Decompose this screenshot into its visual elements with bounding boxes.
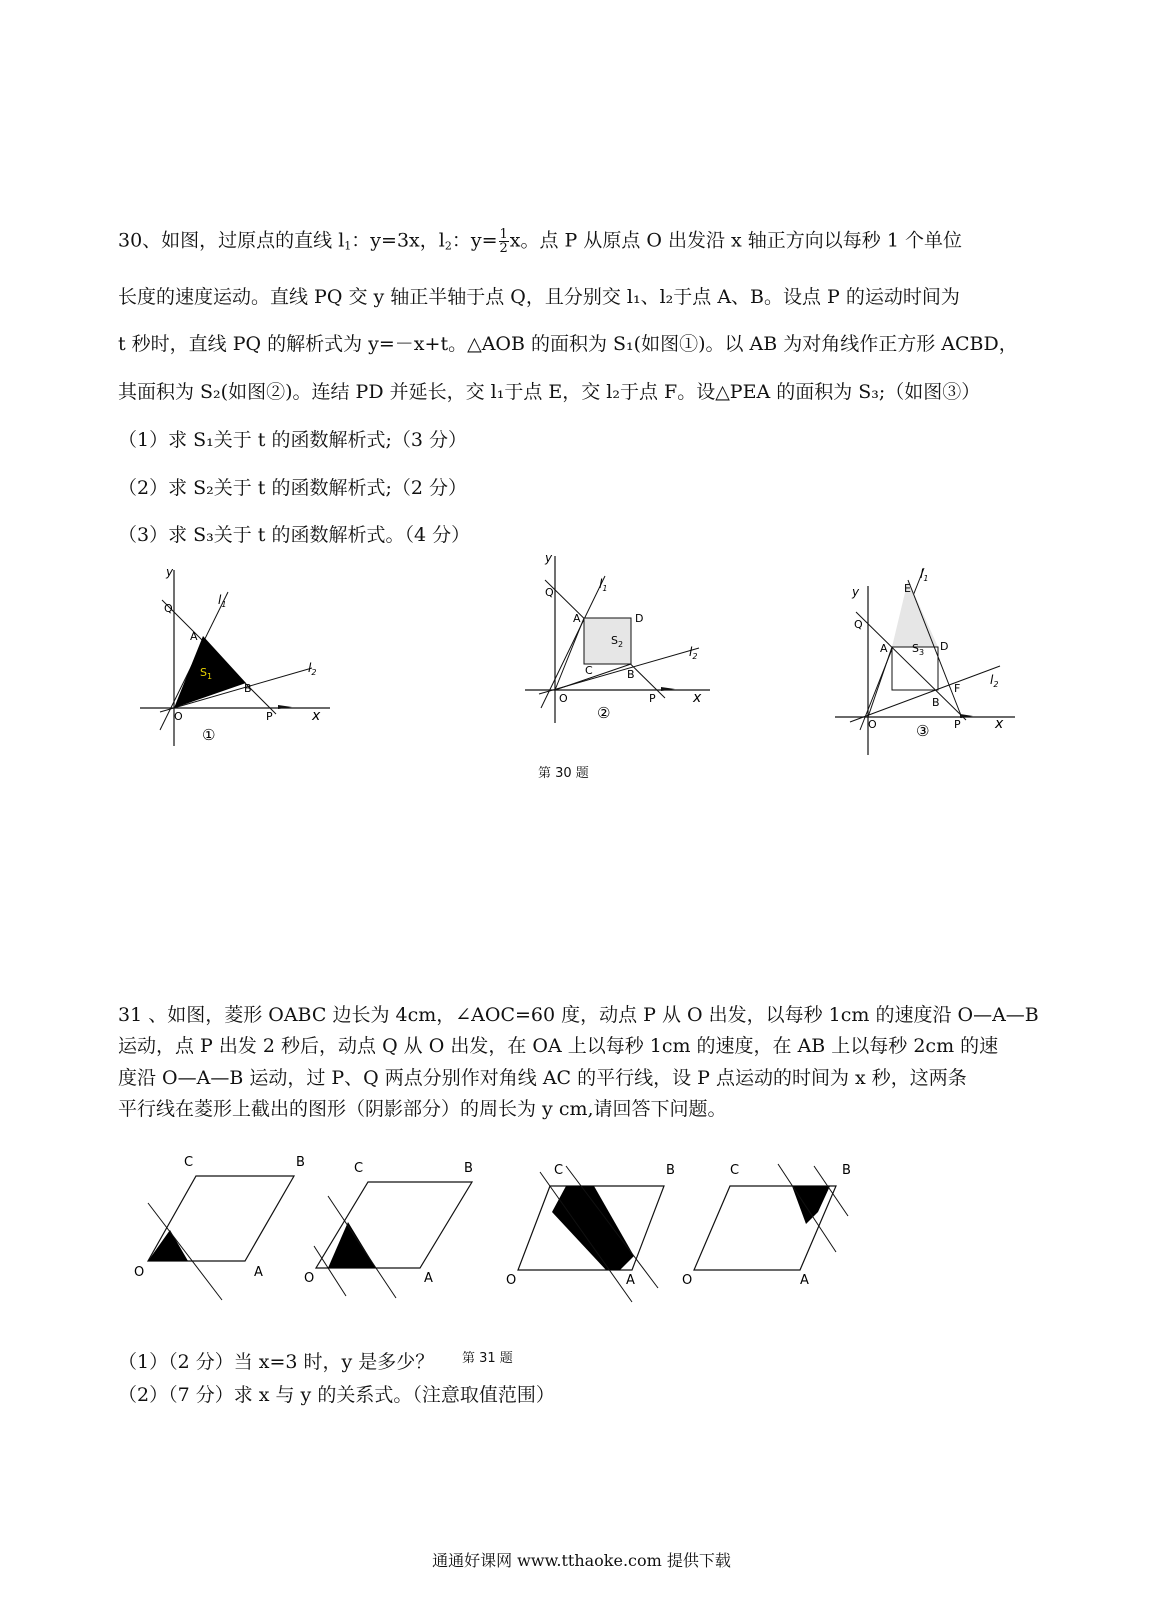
svg-text:l1: $l_1$: [599, 577, 608, 593]
svg-text:O: O: [304, 1271, 315, 1286]
svg-text:A: A: [880, 642, 888, 655]
svg-text:Q: Q: [545, 586, 554, 599]
svg-text:A: A: [254, 1265, 263, 1280]
svg-text:y: y: [166, 565, 174, 579]
svg-text:x: x: [312, 708, 321, 724]
svg-text:O: O: [506, 1273, 517, 1288]
svg-text:y: y: [545, 551, 553, 565]
svg-text:F: F: [954, 682, 961, 695]
q30-sub1: （1）求 S₁关于 t 的函数解析式;（3 分）: [118, 429, 468, 451]
svg-text:x: x: [995, 716, 1004, 732]
svg-text:B: B: [244, 682, 252, 695]
q30-line3: t 秒时，直线 PQ 的解析式为 y=－x+t。△AOB 的面积为 S₁(如图①)。以 AB 为对角线作正方形 ACBD，: [118, 333, 1018, 355]
q31-line1: 31 、如图，菱形 OABC 边长为 4cm，∠AOC=60 度，动点 P 从 O 出发，以每秒 1cm 的速度沿 O—A—B: [118, 1004, 1039, 1026]
svg-text:Q: Q: [854, 618, 863, 631]
q31-figure-3: [500, 1156, 700, 1306]
svg-text:①: ①: [202, 726, 216, 744]
svg-text:C: C: [354, 1161, 364, 1176]
svg-text:A: A: [573, 612, 581, 625]
q30-line4: 其面积为 S₂(如图②)。连结 PD 并延长，交 l₁于点 E，交 l₂于点 F。设△PEA 的面积为 S₃;（如图③）: [118, 381, 981, 403]
svg-text:P: P: [266, 710, 273, 723]
svg-text:y: y: [852, 585, 860, 599]
svg-text:D: D: [940, 640, 949, 653]
svg-text:O: O: [134, 1265, 145, 1280]
q30-sub3: （3）求 S₃关于 t 的函数解析式。（4 分）: [118, 524, 471, 546]
q30-line2: 长度的速度运动。直线 PQ 交 y 轴正半轴于点 Q，且分别交 l₁、l₂于点 A、B。设点 P 的运动时间为: [118, 286, 960, 308]
svg-text:D: D: [635, 612, 644, 625]
svg-text:l2: $l_2$: [689, 645, 698, 661]
q31-line2: 运动，点 P 出发 2 秒后，动点 Q 从 O 出发，在 OA 上以每秒 1cm 的速度，在 AB 上以每秒 2cm 的速: [118, 1035, 999, 1057]
svg-text:S2: $S_2$: [611, 634, 624, 649]
svg-text:B: B: [464, 1161, 473, 1176]
svg-text:③: ③: [916, 722, 930, 740]
svg-text:B: B: [666, 1163, 675, 1178]
svg-text:A: A: [190, 630, 198, 643]
svg-text:B: B: [296, 1155, 305, 1170]
q31-figure-1: [130, 1148, 320, 1303]
q31-figure-4: [680, 1156, 870, 1296]
svg-text:x: x: [693, 690, 702, 706]
svg-text:A: A: [800, 1273, 809, 1288]
svg-text:l1: $l_1$: [920, 567, 929, 583]
svg-text:B: B: [627, 668, 635, 681]
svg-text:C: C: [585, 664, 593, 677]
page-footer: 通通好课网 www.tthaoke.com 提供下载: [432, 1551, 731, 1570]
svg-text:P: P: [954, 718, 961, 731]
svg-text:l2: $l_2$: [990, 673, 999, 689]
q31-caption: 第 31 题: [462, 1351, 513, 1366]
svg-text:O: O: [174, 710, 183, 723]
svg-text:②: ②: [597, 704, 611, 722]
svg-text:O: O: [868, 718, 877, 731]
svg-text:A: A: [626, 1273, 635, 1288]
svg-text:E: E: [904, 582, 911, 595]
q30-figure-3: [830, 560, 1030, 760]
q31-sub1: （1）（2 分）当 x=3 时，y 是多少？: [118, 1351, 435, 1373]
svg-text:C: C: [730, 1163, 740, 1178]
svg-text:l1: $l_1$: [218, 593, 227, 609]
q30-figure-2: [515, 548, 725, 728]
q30-figure-1: [130, 560, 350, 750]
q30-line1: 30、如图，过原点的直线 $l_1$：y=3x，$l_2$：y= $\frac{1}{2}$ x。点 P 从原点 O 出发沿 x 轴正方向以每秒 1 个单位: [118, 227, 962, 256]
fraction-one-half: $\frac{1}{2}$: [499, 227, 508, 256]
svg-text:A: A: [424, 1271, 433, 1286]
q31-sub2: （2）（7 分）求 x 与 y 的关系式。（注意取值范围）: [118, 1384, 555, 1406]
svg-text:S3: $S_3$: [912, 642, 925, 657]
q31-line3: 度沿 O—A—B 运动，过 P、Q 两点分别作对角线 AC 的平行线，设 P 点运动的时间为 x 秒，这两条: [118, 1067, 967, 1089]
svg-text:C: C: [184, 1155, 194, 1170]
svg-text:P: P: [649, 692, 656, 705]
svg-text:l2: $l_2$: [308, 661, 317, 677]
svg-text:B: B: [932, 696, 940, 709]
q30-sub2: （2）求 S₂关于 t 的函数解析式;（2 分）: [118, 477, 468, 499]
q31-line4: 平行线在菱形上截出的图形（阴影部分）的周长为 y cm,请回答下问题。: [118, 1098, 727, 1120]
svg-text:O: O: [682, 1273, 693, 1288]
svg-text:B: B: [842, 1163, 851, 1178]
svg-text:O: O: [559, 692, 568, 705]
svg-text:S1: $S_1$: [200, 666, 213, 681]
q31-figure-2: [300, 1156, 500, 1301]
svg-text:Q: Q: [164, 602, 173, 615]
svg-text:C: C: [554, 1163, 564, 1178]
q30-caption: 第 30 题: [538, 766, 589, 781]
